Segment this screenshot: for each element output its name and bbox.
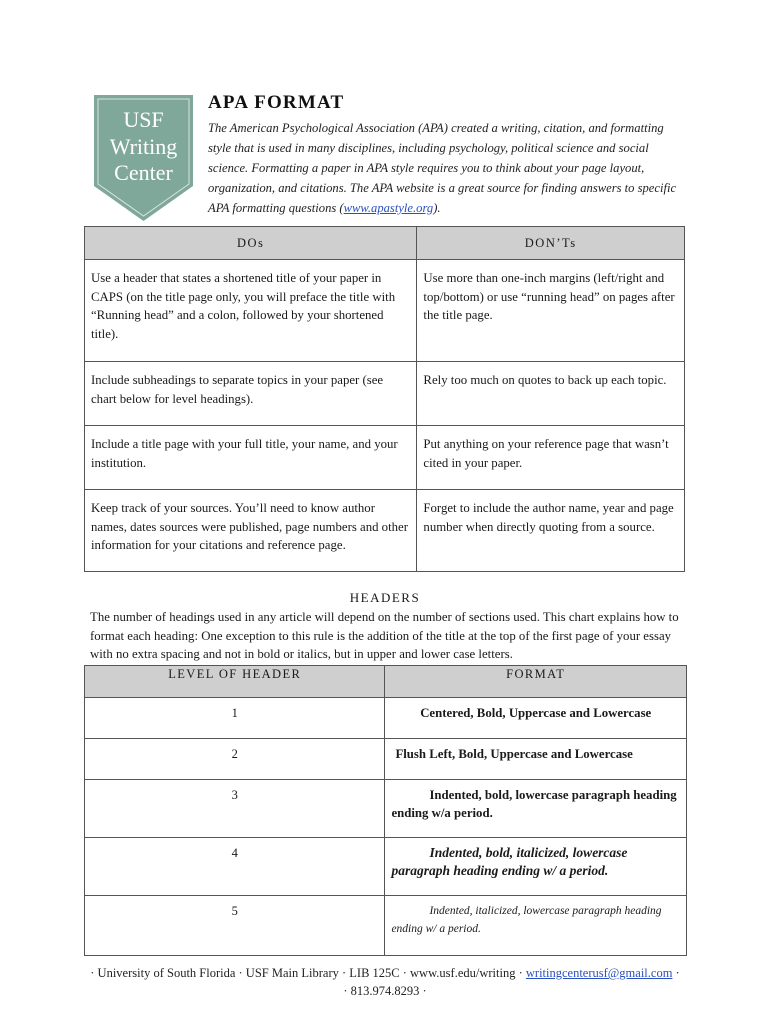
table-row <box>85 780 687 838</box>
table-row <box>85 426 685 490</box>
headers-section-title: HEADERS <box>349 590 421 605</box>
table-row <box>85 260 685 362</box>
level-cell: 1 <box>85 698 385 739</box>
format-cell: Indented, bold, italicized, lowercase paragraph heading ending w/ a period. <box>391 845 628 878</box>
table-row <box>85 698 687 739</box>
usf-writing-center-logo <box>93 94 194 222</box>
page-footer <box>0 964 770 1000</box>
table-row <box>85 896 687 956</box>
logo-line1: USF <box>123 107 164 132</box>
level-cell: 4 <box>85 838 385 896</box>
table-row <box>85 838 687 896</box>
logo-line2: Writing <box>109 134 178 159</box>
do-cell: Keep track of your sources. You’ll need to know author names, dates sources were published, page numbers and other information for your citations and reference page. <box>91 501 408 552</box>
page-title: APA FORMAT <box>208 92 345 113</box>
format-cell: Flush Left, Bold, Uppercase and Lowercase <box>395 747 633 761</box>
header-levels-table <box>84 665 687 956</box>
table-row <box>85 490 685 572</box>
logo-line3: Center <box>114 160 173 185</box>
intro-text: The American Psychological Association (APA) created a writing, citation, and formatting style that is used in many disciplines, including psychology, political science and social science. Formatting a paper in APA style requires you to think about your page layout, organization, and citations. The APA website is a great source for finding answers to specific APA formatting questions ( <box>208 121 677 215</box>
dont-cell: Rely too much on quotes to back up each topic. <box>423 373 667 387</box>
level-cell: 2 <box>85 739 385 780</box>
dos-column-header: DOs <box>85 227 417 260</box>
footer-phone: · 813.974.8293 · <box>343 984 427 998</box>
dos-donts-header-row <box>85 227 685 260</box>
do-cell: Include subheadings to separate topics in your paper (see chart below for level headings). <box>91 373 384 406</box>
dont-cell: Put anything on your reference page that wasn’t cited in your paper. <box>423 437 669 470</box>
headers-section-text: The number of headings used in any article will depend on the number of sections used. This chart explains how to format each heading: One exception to this rule is the addition of the title at the top of the first page of your essay with no extra spacing and not in bold or italics, but in upper and lower case letters. <box>90 610 679 661</box>
dont-cell: Use more than one-inch margins (left/right and top/bottom) or use “running head” on pages after the title page. <box>423 271 675 322</box>
level-column-header: LEVEL OF HEADER <box>85 666 385 698</box>
footer-email-link[interactable]: writingcenterusf@gmail.com <box>525 966 673 980</box>
donts-column-header: DON’Ts <box>417 227 685 260</box>
format-column-header: FORMAT <box>385 666 687 698</box>
intro-paragraph <box>208 118 683 218</box>
format-cell: Centered, Bold, Uppercase and Lowercase <box>420 706 652 720</box>
dont-cell: Forget to include the author name, year and page number when directly quoting from a source. <box>423 501 674 534</box>
levels-header-row <box>85 666 687 698</box>
intro-end: ). <box>433 201 441 215</box>
format-cell: Indented, italicized, lowercase paragraph heading ending w/ a period. <box>391 905 662 935</box>
logo-shield-icon <box>93 94 194 222</box>
footer-address: · University of South Florida · USF Main Library · LIB 125C · www.usf.edu/writing · <box>90 966 523 980</box>
format-cell: Indented, bold, lowercase paragraph heading ending w/a period. <box>391 788 677 820</box>
do-cell: Use a header that states a shortened title of your paper in CAPS (on the title page only, you will preface the title with “Running head” and a colon, followed by your shortened title). <box>91 271 396 341</box>
apastyle-link[interactable]: www.apastyle.org <box>343 201 434 215</box>
level-cell: 3 <box>85 780 385 838</box>
table-row <box>85 362 685 426</box>
footer-separator: · <box>675 966 680 980</box>
footer-line1 <box>0 964 770 982</box>
dos-donts-table <box>84 226 685 572</box>
level-cell: 5 <box>85 896 385 956</box>
do-cell: Include a title page with your full title, your name, and your institution. <box>91 437 398 470</box>
table-row <box>85 739 687 780</box>
